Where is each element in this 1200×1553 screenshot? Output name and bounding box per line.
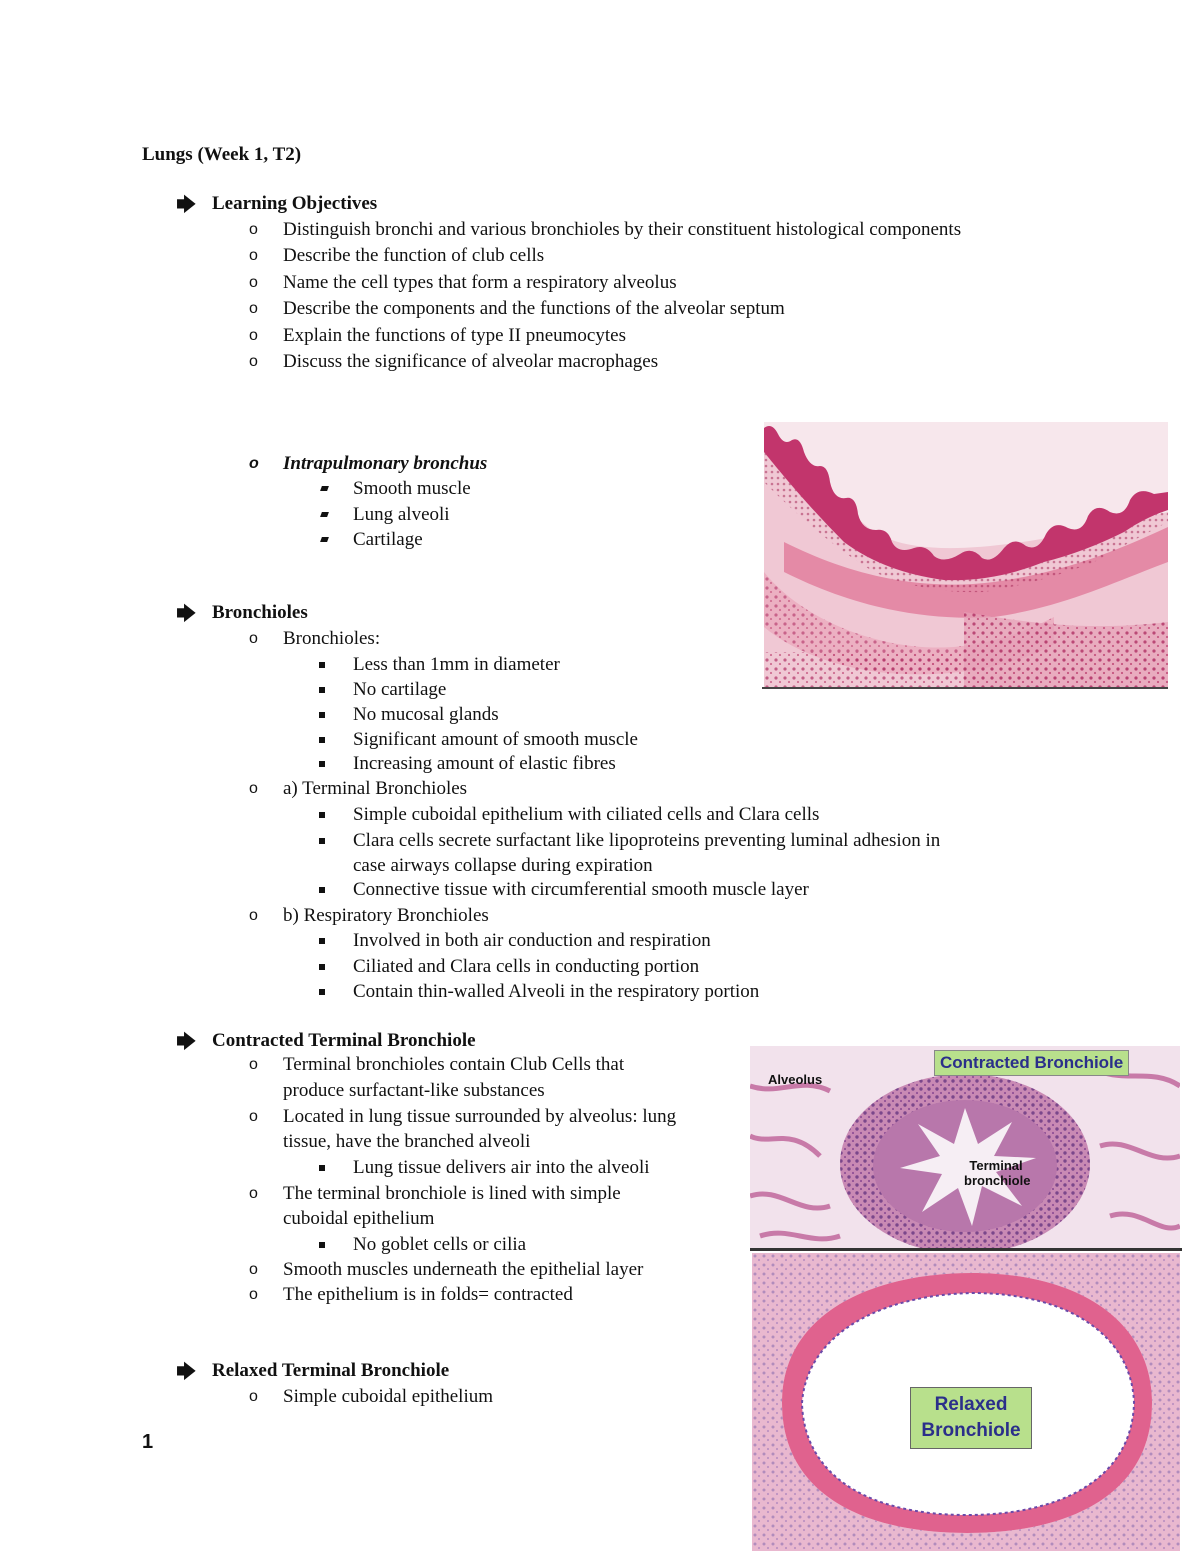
list-item: Contain thin-walled Alveoli in the respiratory portion bbox=[353, 981, 760, 1002]
list-item: Increasing amount of elastic fibres bbox=[353, 753, 616, 774]
circle-bullet-icon: o bbox=[249, 455, 259, 472]
relaxed-bronchiole-label bbox=[910, 1387, 1032, 1449]
bronchus-micrograph bbox=[764, 422, 1168, 688]
list-item-continued: tissue, have the branched alveoli bbox=[283, 1131, 531, 1152]
arrow-bullet-icon: 🡆 bbox=[176, 601, 197, 625]
figure-divider bbox=[762, 687, 1168, 689]
circle-bullet-icon: o bbox=[249, 274, 258, 291]
relaxed-label-line1: Relaxed bbox=[934, 1394, 1008, 1415]
list-item: Located in lung tissue surrounded by alveolus: lung bbox=[283, 1106, 677, 1127]
circle-bullet-icon: o bbox=[249, 1056, 258, 1073]
list-item: Simple cuboidal epithelium with ciliated cells and Clara cells bbox=[353, 804, 820, 825]
sub-heading: a) Terminal Bronchioles bbox=[283, 778, 468, 799]
contracted-heading: Contracted Terminal Bronchiole bbox=[212, 1030, 476, 1051]
objective-item: Distinguish bronchi and various bronchioles by their constituent histological components bbox=[283, 219, 962, 240]
square-bullet-icon bbox=[319, 989, 325, 995]
square-bullet-icon bbox=[319, 687, 325, 693]
list-item: Simple cuboidal epithelium bbox=[283, 1386, 494, 1407]
square-bullet-icon bbox=[319, 964, 325, 970]
terminal-label-line1: Terminal bbox=[969, 1158, 1023, 1173]
list-item-continued: cuboidal epithelium bbox=[283, 1208, 435, 1229]
list-item: Smooth muscles underneath the epithelial layer bbox=[283, 1259, 644, 1280]
list-item-continued: case airways collapse during expiration bbox=[353, 855, 653, 876]
list-item: Clara cells secrete surfactant like lipoproteins preventing luminal adhesion in bbox=[353, 830, 941, 851]
square-bullet-icon bbox=[320, 486, 329, 491]
list-item: No goblet cells or cilia bbox=[353, 1234, 527, 1255]
circle-bullet-icon: o bbox=[249, 1108, 258, 1125]
bronchioles-heading: Bronchioles bbox=[212, 602, 308, 623]
relaxed-label-line2: Bronchiole bbox=[921, 1420, 1021, 1441]
square-bullet-icon bbox=[319, 938, 325, 944]
arrow-bullet-icon: 🡆 bbox=[176, 192, 197, 216]
relaxed-heading: Relaxed Terminal Bronchiole bbox=[212, 1360, 450, 1381]
square-bullet-icon bbox=[320, 537, 329, 542]
square-bullet-icon bbox=[319, 761, 325, 767]
contracted-bronchiole-label: Contracted Bronchiole bbox=[934, 1050, 1129, 1076]
circle-bullet-icon: o bbox=[249, 1261, 258, 1278]
alveolus-label: Alveolus bbox=[768, 1072, 823, 1087]
square-bullet-icon bbox=[319, 1165, 325, 1171]
objective-item: Discuss the significance of alveolar macrophages bbox=[283, 351, 659, 372]
square-bullet-icon bbox=[320, 512, 329, 517]
objective-item: Explain the functions of type II pneumocytes bbox=[283, 325, 626, 346]
intrapulmonary-heading: Intrapulmonary bronchus bbox=[283, 453, 488, 474]
sub-heading: Bronchioles: bbox=[283, 628, 381, 649]
objective-item: Name the cell types that form a respiratory alveolus bbox=[283, 272, 677, 293]
arrow-bullet-icon: 🡆 bbox=[176, 1359, 197, 1383]
list-item: Smooth muscle bbox=[353, 478, 471, 499]
list-item: Connective tissue with circumferential smooth muscle layer bbox=[353, 879, 809, 900]
arrow-bullet-icon: 🡆 bbox=[176, 1029, 197, 1053]
list-item: Less than 1mm in diameter bbox=[353, 654, 560, 675]
circle-bullet-icon: o bbox=[249, 1185, 258, 1202]
list-item: The epithelium is in folds= contracted bbox=[283, 1284, 573, 1305]
circle-bullet-icon: o bbox=[249, 1388, 258, 1405]
terminal-label-line2: bronchiole bbox=[964, 1173, 1031, 1188]
list-item: The terminal bronchiole is lined with simple bbox=[283, 1183, 621, 1204]
objective-item: Describe the function of club cells bbox=[283, 245, 545, 266]
circle-bullet-icon: o bbox=[249, 630, 258, 647]
list-item: No mucosal glands bbox=[353, 704, 499, 725]
list-item: Ciliated and Clara cells in conducting portion bbox=[353, 956, 700, 977]
figure-divider bbox=[750, 1248, 1182, 1251]
circle-bullet-icon: o bbox=[249, 221, 258, 238]
list-item: Cartilage bbox=[353, 529, 423, 550]
square-bullet-icon bbox=[319, 712, 325, 718]
contracted-bronchiole-micrograph bbox=[750, 1046, 1180, 1248]
square-bullet-icon bbox=[319, 662, 325, 668]
circle-bullet-icon: o bbox=[249, 1286, 258, 1303]
list-item: Lung tissue delivers air into the alveoli bbox=[353, 1157, 650, 1178]
list-item: Significant amount of smooth muscle bbox=[353, 729, 638, 750]
objective-item: Describe the components and the functions of the alveolar septum bbox=[283, 298, 785, 319]
sub-heading: b) Respiratory Bronchioles bbox=[283, 905, 489, 926]
doc-title: Lungs (Week 1, T2) bbox=[142, 144, 302, 165]
list-item: Terminal bronchioles contain Club Cells that bbox=[283, 1054, 625, 1075]
square-bullet-icon bbox=[319, 1242, 325, 1248]
relaxed-bronchiole-micrograph bbox=[752, 1253, 1180, 1551]
circle-bullet-icon: o bbox=[249, 327, 258, 344]
square-bullet-icon bbox=[319, 838, 325, 844]
circle-bullet-icon: o bbox=[249, 300, 258, 317]
objectives-heading: Learning Objectives bbox=[212, 193, 378, 214]
page-number: 1 bbox=[142, 1431, 154, 1453]
terminal-bronchiole-label bbox=[964, 1158, 1031, 1188]
list-item: No cartilage bbox=[353, 679, 447, 700]
square-bullet-icon bbox=[319, 812, 325, 818]
circle-bullet-icon: o bbox=[249, 780, 258, 797]
list-item-continued: produce surfactant-like substances bbox=[283, 1080, 545, 1101]
square-bullet-icon bbox=[319, 887, 325, 893]
list-item: Involved in both air conduction and respiration bbox=[353, 930, 711, 951]
circle-bullet-icon: o bbox=[249, 247, 258, 264]
square-bullet-icon bbox=[319, 737, 325, 743]
circle-bullet-icon: o bbox=[249, 907, 258, 924]
circle-bullet-icon: o bbox=[249, 353, 258, 370]
list-item: Lung alveoli bbox=[353, 504, 450, 525]
